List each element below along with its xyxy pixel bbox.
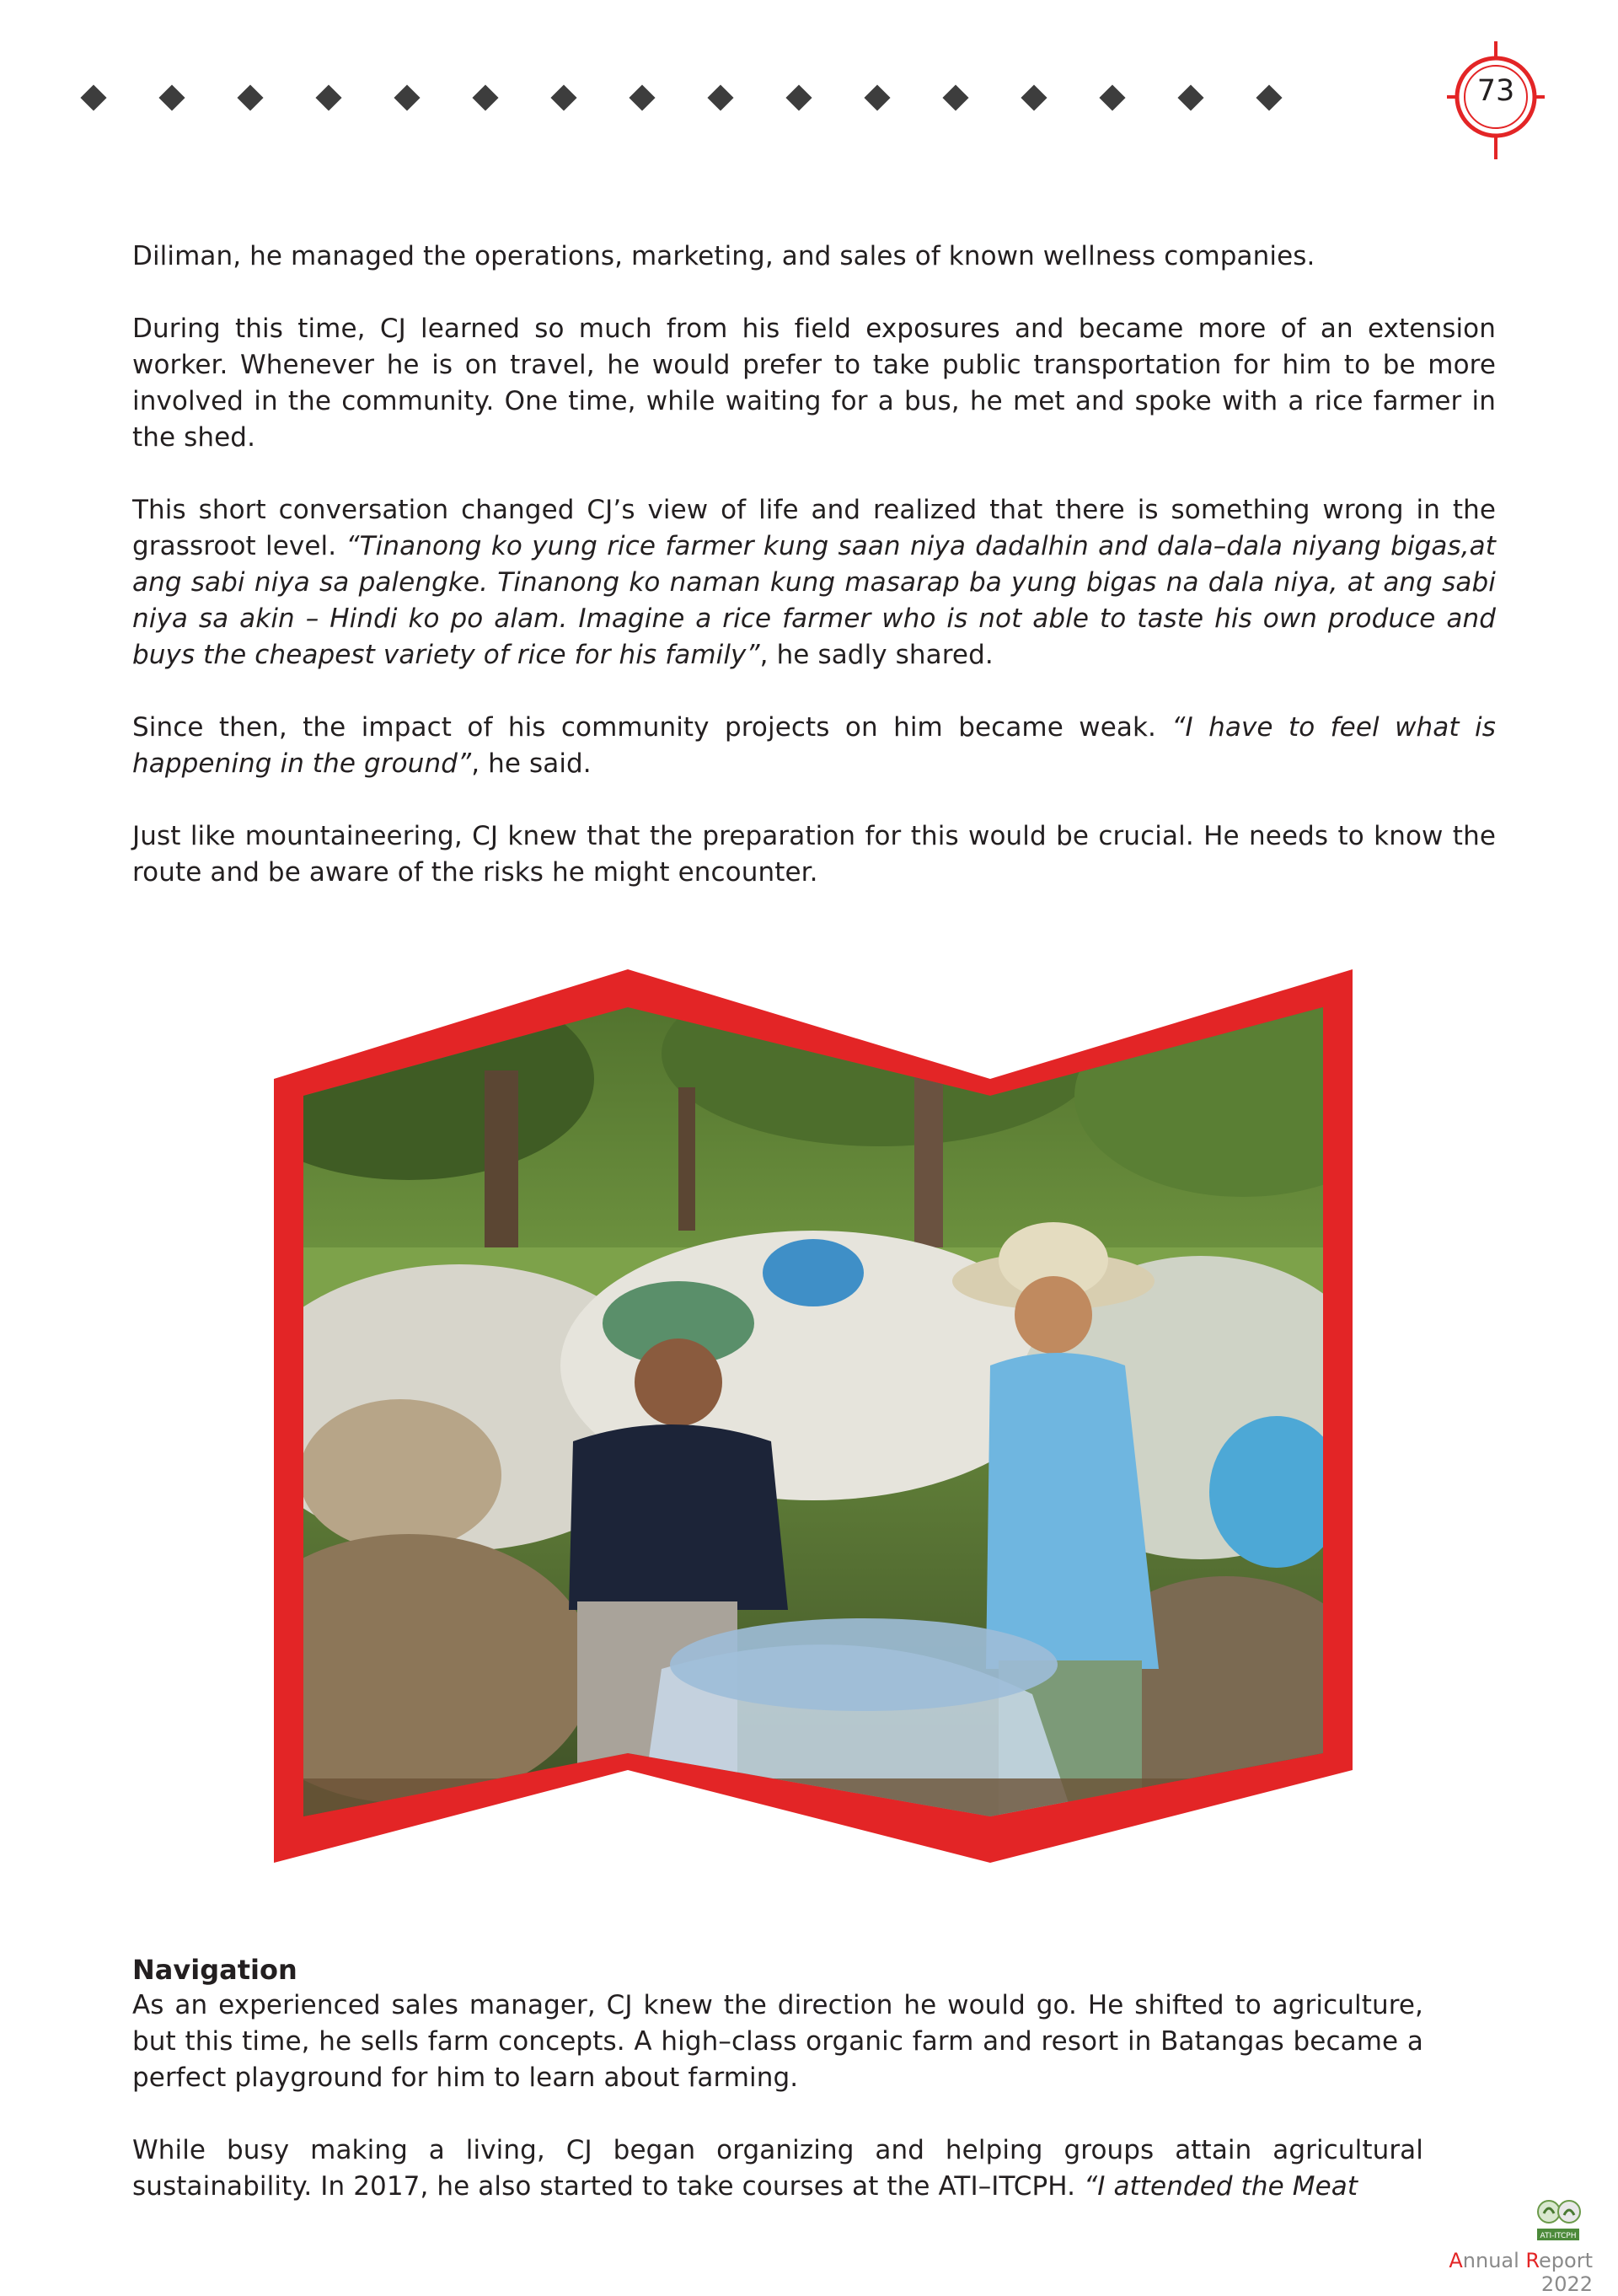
photo-frame	[274, 969, 1353, 1863]
footer-word: nnual	[1462, 2249, 1526, 2272]
diamond-ornament	[550, 84, 576, 110]
diamond-ornament	[237, 84, 263, 110]
photo-men-inspecting-compost	[274, 969, 1353, 1863]
paragraph-text: This short conversation changed CJ’s view of life and realized that there is something wrong in the grassroot level.	[132, 495, 1496, 561]
diamond-ornament	[1256, 84, 1282, 110]
diamond-ornament	[1177, 84, 1203, 110]
navigation-section	[132, 1952, 1423, 2241]
diamond-ornament	[315, 84, 341, 110]
diamond-ornament	[629, 84, 655, 110]
footer-letter: A	[1449, 2249, 1463, 2272]
header-diamond-row	[84, 83, 1306, 114]
page-number: 73	[1476, 74, 1515, 108]
paragraph-text: , he sadly shared.	[759, 640, 994, 670]
logo-text: ATI-ITCPH	[1540, 2232, 1577, 2240]
paragraph: Diliman, he managed the operations, marketing, and sales of known wellness companies.	[132, 241, 1315, 271]
paragraph: As an experienced sales manager, CJ knew the direction he would go. He shifted to agriculture, but this time, he sells farm concepts. A high–class organic farm and resort in Batangas became a perfect playground for him to learn about farming.	[132, 1990, 1423, 2093]
paragraph	[132, 710, 1496, 782]
paragraph-text: While busy making a living, CJ began organizing and helping groups attain agricultural sustainability. In 2017, he also started to take courses at the ATI–ITCPH.	[132, 2135, 1423, 2202]
diamond-ornament	[785, 84, 812, 110]
footer-word: eport 2022	[1539, 2249, 1593, 2296]
cj-quote: “I have to feel what is happening in the ground”	[132, 712, 1496, 779]
ati-itcph-logo	[1532, 2195, 1584, 2244]
diamond-ornament	[707, 84, 733, 110]
paragraph-text: , he said.	[471, 748, 592, 779]
cj-quote: “I attended the Meat	[1084, 2171, 1358, 2202]
diamond-ornament	[80, 84, 106, 110]
paragraph: During this time, CJ learned so much from his field exposures and became more of an extension worker. Whenever he is on travel, he would prefer to take public transportation for him to be more involved in the community. One time, while waiting for a bus, he met and spoke with a rice farmer in the shed.	[132, 314, 1496, 453]
diamond-ornament	[158, 84, 185, 110]
diamond-ornament	[472, 84, 498, 110]
paragraph: Just like mountaineering, CJ knew that the preparation for this would be crucial. He needs to know the route and be aware of the risks he might encounter.	[132, 821, 1496, 888]
diamond-ornament	[394, 84, 420, 110]
diamond-ornament	[864, 84, 890, 110]
footer-letter: R	[1525, 2249, 1540, 2272]
paragraph	[132, 492, 1496, 673]
diamond-ornament	[1099, 84, 1125, 110]
farmer-quote: “Tinanong ko yung rice farmer kung saan niya dadalhin and dala–dala niyang bigas,at ang sabi niya sa palengke. Tinanong ko naman kung masarap ba yung bigas na dala niya, at ang sabi niya sa akin – Hindi ko po alam. Imagine a rice farmer who is not able to taste his own produce and buys the cheapest variety of rice for his family”	[132, 531, 1496, 670]
body-text	[132, 239, 1496, 927]
section-heading: Navigation	[132, 1954, 297, 1986]
paragraph	[132, 2132, 1423, 2205]
diamond-ornament	[1021, 84, 1047, 110]
diamond-ornament	[942, 84, 968, 110]
paragraph-text: Since then, the impact of his community projects on him became weak.	[132, 712, 1172, 743]
